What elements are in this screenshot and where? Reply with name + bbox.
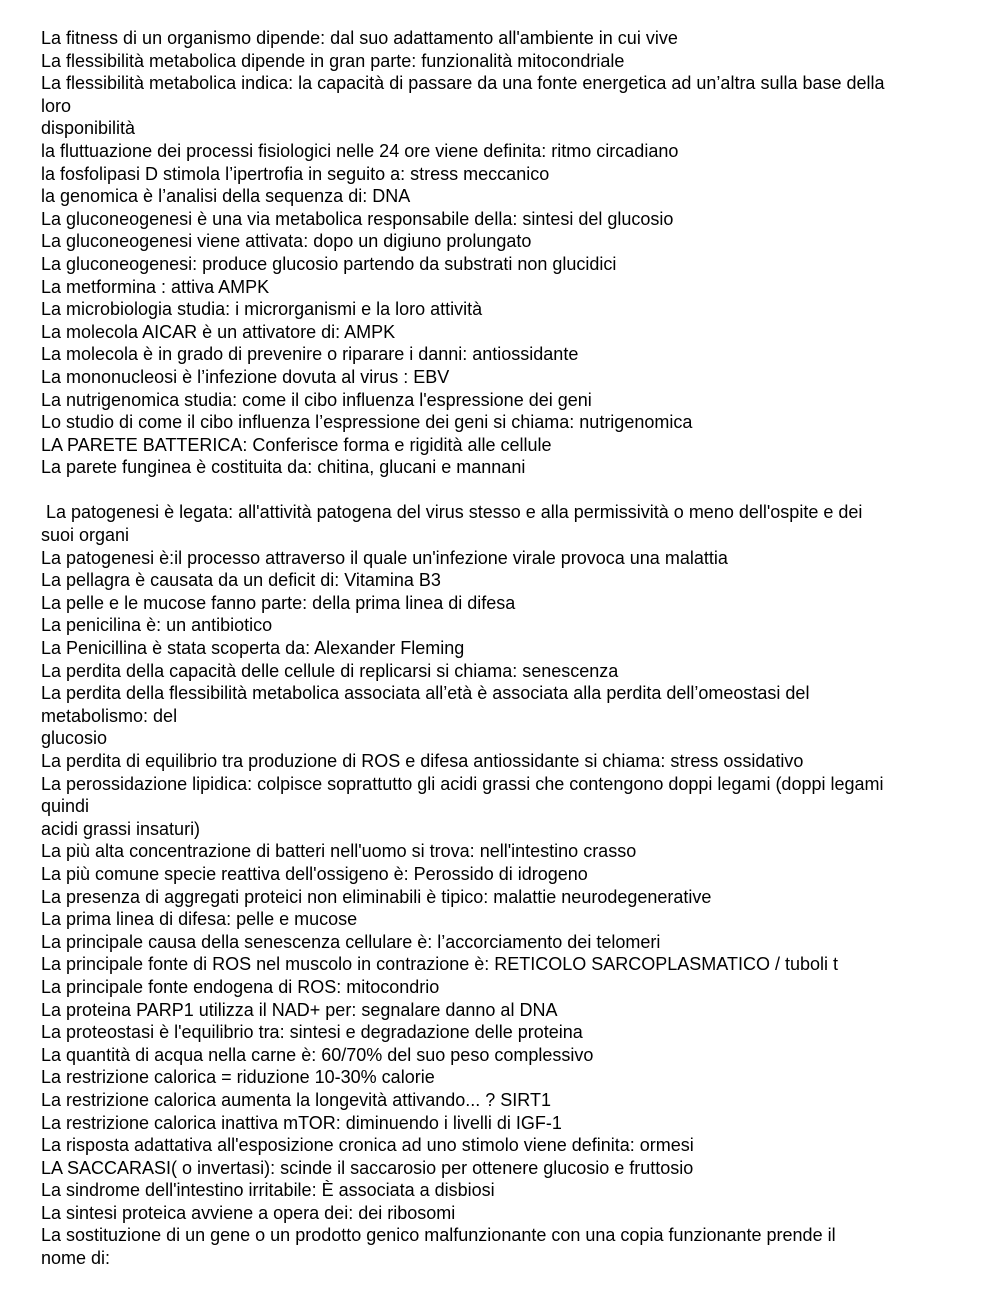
blank-line: [41, 479, 971, 502]
text-line: La più comune specie reattiva dell'ossigeno è: Perossido di idrogeno: [41, 863, 588, 884]
text-line: La mononucleosi è l’infezione dovuta al virus : EBV: [41, 366, 450, 387]
text-line: LA SACCARASI( o invertasi): scinde il saccarosio per ottenere glucosio e fruttosio: [41, 1157, 694, 1178]
text-line: La prima linea di difesa: pelle e mucose: [41, 909, 358, 930]
text-line: loro: [41, 95, 72, 116]
text-line: La perdita della capacità delle cellule di replicarsi si chiama: senescenza: [41, 660, 619, 681]
text-line: La nutrigenomica studia: come il cibo influenza l'espressione dei geni: [41, 389, 592, 410]
text-line: Lo studio di come il cibo influenza l’espressione dei geni si chiama: nutrigenomica: [41, 412, 693, 433]
text-line: nome di:: [41, 1248, 111, 1269]
text-line: La molecola AICAR è un attivatore di: AMPK: [41, 321, 396, 342]
text-line: La restrizione calorica aumenta la longevità attivando... ? SIRT1: [41, 1089, 551, 1110]
text-line: glucosio: [41, 728, 108, 749]
text-line: La pellagra è causata da un deficit di: Vitamina B3: [41, 570, 441, 591]
text-line: La flessibilità metabolica indica: la capacità di passare da una fonte energetica ad un’altra sulla base della: [41, 73, 885, 94]
text-line: acidi grassi insaturi): [41, 818, 201, 839]
text-line: La flessibilità metabolica dipende in gran parte: funzionalità mitocondriale: [41, 50, 625, 71]
text-line: La fitness di un organismo dipende: dal suo adattamento all'ambiente in cui vive: [41, 28, 678, 48]
text-line: La metformina : attiva AMPK: [41, 276, 270, 297]
text-line: La restrizione calorica = riduzione 10-30% calorie: [41, 1067, 435, 1088]
text-line: La pelle e le mucose fanno parte: della prima linea di difesa: [41, 592, 516, 613]
text-line: La perdita della flessibilità metabolica associata all’età è associata alla perdita dell’omeostasi del: [41, 683, 810, 704]
text-line: La microbiologia studia: i microrganismi e la loro attività: [41, 299, 483, 320]
text-line: La perdita di equilibrio tra produzione di ROS e difesa antiossidante si chiama: stress ossidativo: [41, 751, 804, 771]
text-line: La più alta concentrazione di batteri nell'uomo si trova: nell'intestino crasso: [41, 841, 637, 862]
text-line: La risposta adattativa all'esposizione cronica ad uno stimolo viene definita: ormesi: [41, 1135, 694, 1156]
text-line: La gluconeogenesi: produce glucosio partendo da substrati non glucidici: [41, 253, 617, 274]
text-line: La principale causa della senescenza cellulare è: l’accorciamento dei telomeri: [41, 931, 661, 952]
text-line: LA PARETE BATTERICA: Conferisce forma e rigidità alle cellule: [41, 434, 552, 455]
text-line: La molecola è in grado di prevenire o riparare i danni: antiossidante: [41, 344, 579, 365]
text-line: La proteina PARP1 utilizza il NAD+ per: segnalare danno al DNA: [41, 999, 558, 1020]
document-page: [41, 27, 971, 1270]
text-line: La penicilina è: un antibiotico: [41, 615, 273, 636]
text-line: La sindrome dell'intestino irritabile: È associata a disbiosi: [41, 1180, 495, 1201]
text-line: La proteostasi è l'equilibrio tra: sintesi e degradazione delle proteina: [41, 1022, 583, 1043]
text-line: La gluconeogenesi viene attivata: dopo un digiuno prolungato: [41, 231, 532, 252]
text-line: La sostituzione di un gene o un prodotto genico malfunzionante con una copia funzionante prende il: [41, 1225, 836, 1246]
text-line: La principale fonte di ROS nel muscolo in contrazione è: RETICOLO SARCOPLASMATICO / tuboli t: [41, 954, 839, 975]
text-body: [41, 27, 971, 1270]
text-line: La perossidazione lipidica: colpisce soprattutto gli acidi grassi che contengono doppi legami (doppi legami: [41, 773, 884, 794]
text-line: La restrizione calorica inattiva mTOR: diminuendo i livelli di IGF-1: [41, 1112, 562, 1133]
text-line: disponibilità: [41, 118, 136, 139]
text-line: La parete funginea è costituita da: chitina, glucani e mannani: [41, 457, 526, 478]
text-line: suoi organi: [41, 525, 130, 546]
text-line: La principale fonte endogena di ROS: mitocondrio: [41, 976, 440, 997]
text-line: La patogenesi è:il processo attraverso il quale un'infezione virale provoca una malattia: [41, 547, 728, 568]
text-line: la fosfolipasi D stimola l’ipertrofia in seguito a: stress meccanico: [41, 163, 550, 184]
text-line: La quantità di acqua nella carne è: 60/70% del suo peso complessivo: [41, 1044, 594, 1065]
text-line: La gluconeogenesi è una via metabolica responsabile della: sintesi del glucosio: [41, 208, 674, 229]
text-line: La patogenesi è legata: all'attività patogena del virus stesso e alla permissività o meno dell'ospite e dei: [41, 502, 863, 523]
text-line: la genomica è l’analisi della sequenza di: DNA: [41, 186, 411, 207]
text-line: La Penicillina è stata scoperta da: Alexander Fleming: [41, 638, 465, 659]
text-line: quindi: [41, 796, 90, 817]
text-line: la fluttuazione dei processi fisiologici nelle 24 ore viene definita: ritmo circadiano: [41, 140, 679, 161]
text-line: La presenza di aggregati proteici non eliminabili è tipico: malattie neurodegenerative: [41, 886, 712, 907]
text-line: metabolismo: del: [41, 705, 178, 726]
text-line: La sintesi proteica avviene a opera dei: dei ribosomi: [41, 1202, 456, 1223]
